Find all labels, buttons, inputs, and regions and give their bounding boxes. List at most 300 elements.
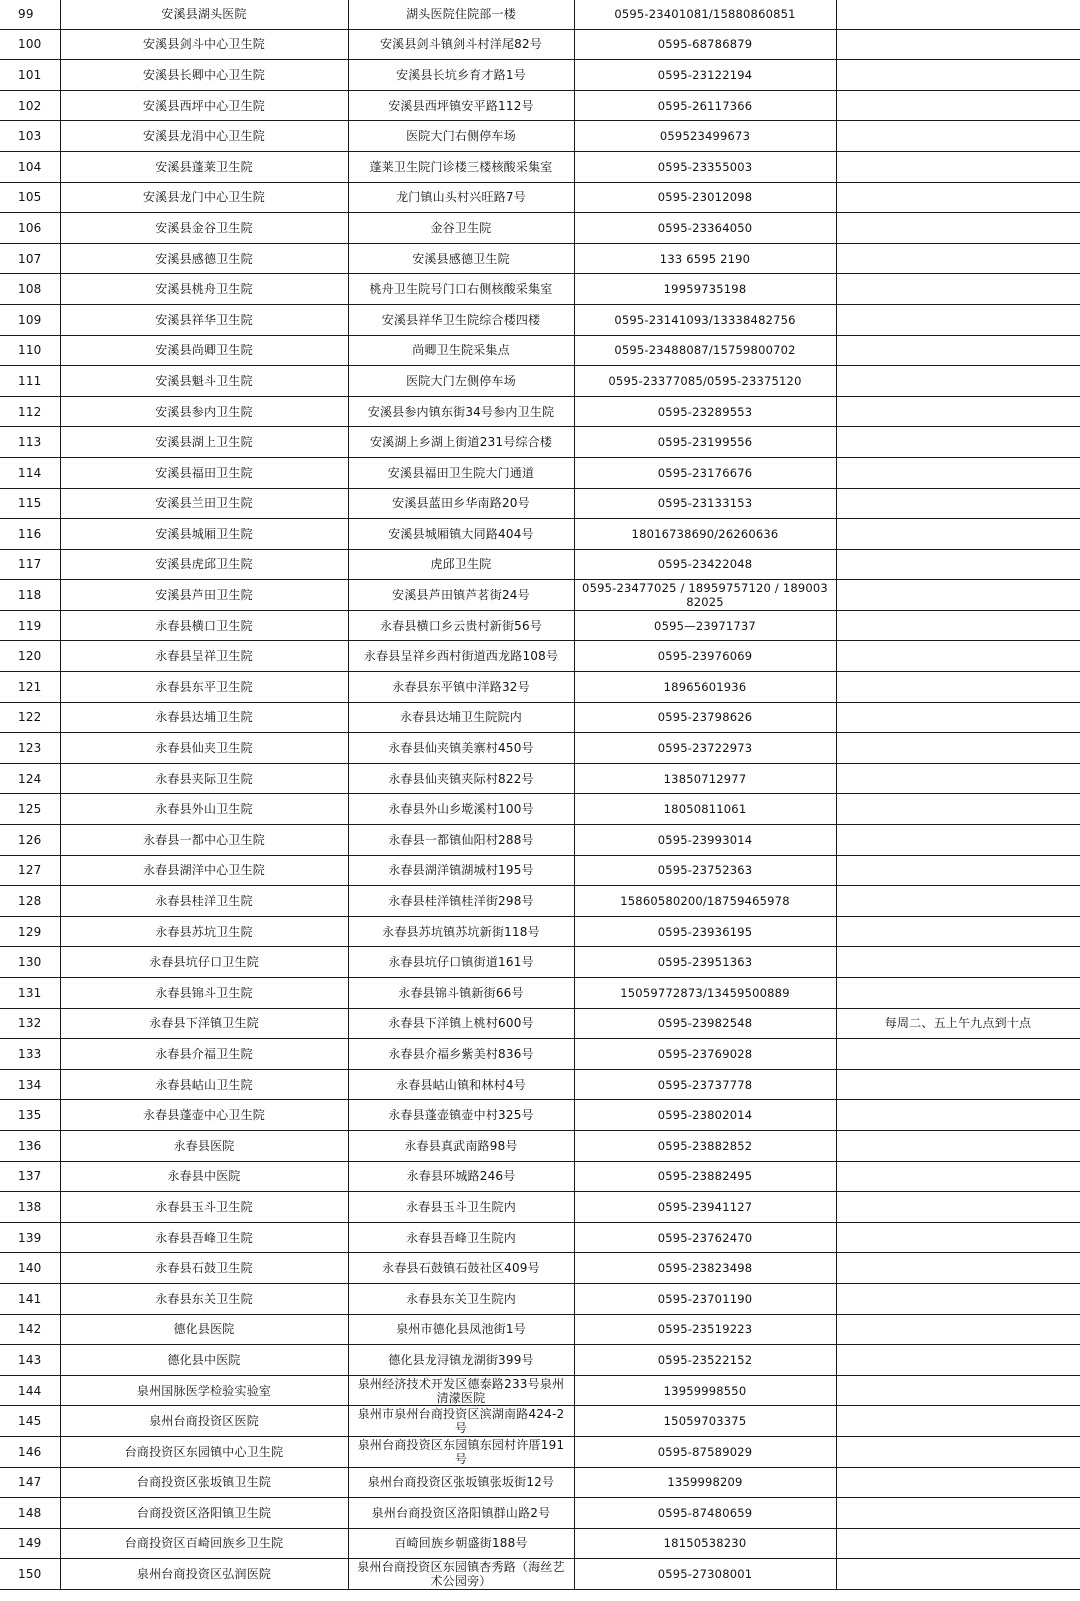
contact-phone-cell: 0595-23522152 — [574, 1345, 836, 1376]
remark-cell — [836, 1498, 1080, 1529]
remark-cell — [836, 457, 1080, 488]
row-number-cell: 108 — [0, 274, 60, 305]
institution-name-cell: 永春县一都中心卫生院 — [60, 825, 348, 856]
table-row — [0, 763, 1080, 794]
row-number-cell: 119 — [0, 610, 60, 641]
table-row — [0, 1467, 1080, 1498]
remark-cell — [836, 672, 1080, 703]
sampling-address-cell: 泉州市德化县凤池街1号 — [348, 1314, 574, 1345]
contact-phone-cell: 0595-23122194 — [574, 60, 836, 91]
remark-cell: 每周二、五上午九点到十点 — [836, 1008, 1080, 1039]
remark-cell — [836, 0, 1080, 29]
sampling-address-cell: 泉州台商投资区洛阳镇群山路2号 — [348, 1498, 574, 1529]
remark-cell — [836, 29, 1080, 60]
sampling-address-cell: 虎邱卫生院 — [348, 549, 574, 580]
contact-phone-cell: 0595-23823498 — [574, 1253, 836, 1284]
remark-cell — [836, 304, 1080, 335]
sampling-address-cell: 百崎回族乡朝盛街188号 — [348, 1528, 574, 1559]
table-row — [0, 855, 1080, 886]
institution-name-cell: 永春县达埔卫生院 — [60, 702, 348, 733]
row-number-cell: 113 — [0, 427, 60, 458]
institution-name-cell: 台商投资区百崎回族乡卫生院 — [60, 1528, 348, 1559]
contact-phone-cell: 18016738690/26260636 — [574, 519, 836, 550]
contact-phone-cell: 18150538230 — [574, 1528, 836, 1559]
row-number-cell: 121 — [0, 672, 60, 703]
sampling-address-cell: 安溪湖上乡湖上街道231号综合楼 — [348, 427, 574, 458]
contact-phone-cell: 0595-27308001 — [574, 1559, 836, 1590]
remark-cell — [836, 274, 1080, 305]
remark-cell — [836, 1345, 1080, 1376]
remark-cell — [836, 519, 1080, 550]
remark-cell — [836, 1039, 1080, 1070]
remark-cell — [836, 702, 1080, 733]
remark-cell — [836, 549, 1080, 580]
sampling-address-cell: 安溪县剑斗镇剑斗村洋尾82号 — [348, 29, 574, 60]
row-number-cell: 141 — [0, 1283, 60, 1314]
sampling-address-cell: 永春县介福乡紫美村836号 — [348, 1039, 574, 1070]
sampling-address-cell: 永春县岵山镇和林村4号 — [348, 1069, 574, 1100]
contact-phone-cell: 0595-23769028 — [574, 1039, 836, 1070]
contact-phone-cell: 0595-87480659 — [574, 1498, 836, 1529]
table-row — [0, 733, 1080, 764]
remark-cell — [836, 1069, 1080, 1100]
table-row — [0, 825, 1080, 856]
institution-name-cell: 永春县桂洋卫生院 — [60, 886, 348, 917]
contact-phone-cell: 133 6595 2190 — [574, 243, 836, 274]
institution-name-cell: 永春县横口卫生院 — [60, 610, 348, 641]
remark-cell — [836, 1192, 1080, 1223]
sampling-address-cell: 永春县仙夹镇美寨村450号 — [348, 733, 574, 764]
sampling-address-cell: 永春县下洋镇上桃村600号 — [348, 1008, 574, 1039]
institution-name-cell: 泉州国脉医学检验实验室 — [60, 1375, 348, 1406]
table-row — [0, 488, 1080, 519]
sampling-address-cell: 永春县一都镇仙阳村288号 — [348, 825, 574, 856]
row-number-cell: 109 — [0, 304, 60, 335]
remark-cell — [836, 916, 1080, 947]
row-number-cell: 139 — [0, 1222, 60, 1253]
table-row — [0, 427, 1080, 458]
sampling-address-cell: 永春县苏坑镇苏坑新街118号 — [348, 916, 574, 947]
table-row — [0, 1222, 1080, 1253]
contact-phone-cell: 0595-23176676 — [574, 457, 836, 488]
remark-cell — [836, 90, 1080, 121]
table-row — [0, 0, 1080, 29]
remark-cell — [836, 1559, 1080, 1590]
row-number-cell: 142 — [0, 1314, 60, 1345]
row-number-cell: 105 — [0, 182, 60, 213]
contact-phone-cell: 0595-23377085/0595-23375120 — [574, 366, 836, 397]
contact-phone-cell: 1359998209 — [574, 1467, 836, 1498]
institution-name-cell: 永春县下洋镇卫生院 — [60, 1008, 348, 1039]
row-number-cell: 114 — [0, 457, 60, 488]
row-number-cell: 133 — [0, 1039, 60, 1070]
sampling-address-cell: 金谷卫生院 — [348, 213, 574, 244]
remark-cell — [836, 427, 1080, 458]
institution-name-cell: 安溪县感德卫生院 — [60, 243, 348, 274]
remark-cell — [836, 366, 1080, 397]
remark-cell — [836, 213, 1080, 244]
contact-phone-cell: 0595-23993014 — [574, 825, 836, 856]
institution-name-cell: 安溪县虎邱卫生院 — [60, 549, 348, 580]
institution-name-cell: 永春县仙夹卫生院 — [60, 733, 348, 764]
row-number-cell: 106 — [0, 213, 60, 244]
table-row — [0, 1345, 1080, 1376]
sampling-address-cell: 德化县龙浔镇龙湖街399号 — [348, 1345, 574, 1376]
institution-name-cell: 安溪县福田卫生院 — [60, 457, 348, 488]
row-number-cell: 125 — [0, 794, 60, 825]
sampling-address-cell: 安溪县感德卫生院 — [348, 243, 574, 274]
institution-name-cell: 安溪县湖头医院 — [60, 0, 348, 29]
institution-name-cell: 安溪县西坪中心卫生院 — [60, 90, 348, 121]
sampling-address-cell: 安溪县长坑乡育才路1号 — [348, 60, 574, 91]
sampling-address-cell: 永春县桂洋镇桂洋街298号 — [348, 886, 574, 917]
contact-phone-cell: 0595-87589029 — [574, 1436, 836, 1467]
contact-phone-cell: 0595-23488087/15759800702 — [574, 335, 836, 366]
sampling-address-cell: 泉州台商投资区东园镇东园村许厝191号 — [348, 1436, 574, 1467]
contact-phone-cell: 0595-23941127 — [574, 1192, 836, 1223]
remark-cell — [836, 825, 1080, 856]
institution-name-cell: 台商投资区张坂镇卫生院 — [60, 1467, 348, 1498]
institution-name-cell: 永春县东平卫生院 — [60, 672, 348, 703]
table-row — [0, 610, 1080, 641]
table-row — [0, 549, 1080, 580]
institution-name-cell: 永春县吾峰卫生院 — [60, 1222, 348, 1253]
sampling-address-cell: 医院大门左侧停车场 — [348, 366, 574, 397]
institution-name-cell: 安溪县魁斗卫生院 — [60, 366, 348, 397]
institution-name-cell: 永春县呈祥卫生院 — [60, 641, 348, 672]
row-number-cell: 102 — [0, 90, 60, 121]
sampling-address-cell: 永春县石鼓镇石鼓社区409号 — [348, 1253, 574, 1284]
institution-name-cell: 德化县中医院 — [60, 1345, 348, 1376]
institution-name-cell: 安溪县兰田卫生院 — [60, 488, 348, 519]
table-row — [0, 151, 1080, 182]
contact-phone-cell: 15860580200/18759465978 — [574, 886, 836, 917]
contact-phone-cell: 0595-23737778 — [574, 1069, 836, 1100]
institution-name-cell: 永春县湖洋中心卫生院 — [60, 855, 348, 886]
institution-name-cell: 安溪县芦田卫生院 — [60, 580, 348, 611]
remark-cell — [836, 151, 1080, 182]
table-row — [0, 641, 1080, 672]
institution-name-cell: 台商投资区洛阳镇卫生院 — [60, 1498, 348, 1529]
sampling-address-cell: 永春县仙夹镇夹际村822号 — [348, 763, 574, 794]
row-number-cell: 137 — [0, 1161, 60, 1192]
remark-cell — [836, 1314, 1080, 1345]
table-row — [0, 304, 1080, 335]
table-row — [0, 1436, 1080, 1467]
sampling-address-cell: 永春县东关卫生院内 — [348, 1283, 574, 1314]
contact-phone-cell: 0595-23012098 — [574, 182, 836, 213]
row-number-cell: 131 — [0, 978, 60, 1009]
table-row — [0, 335, 1080, 366]
institution-name-cell: 永春县锦斗卫生院 — [60, 978, 348, 1009]
sampling-address-cell: 安溪县芦田镇芦茗街24号 — [348, 580, 574, 611]
sampling-address-cell: 永春县蓬壶镇壶中村325号 — [348, 1100, 574, 1131]
institution-name-cell: 安溪县蓬莱卫生院 — [60, 151, 348, 182]
row-number-cell: 118 — [0, 580, 60, 611]
contact-phone-cell: 0595-23701190 — [574, 1283, 836, 1314]
contact-phone-cell: 0595-23882852 — [574, 1130, 836, 1161]
row-number-cell: 150 — [0, 1559, 60, 1590]
contact-phone-cell: 0595-23355003 — [574, 151, 836, 182]
row-number-cell: 146 — [0, 1436, 60, 1467]
table-row — [0, 1069, 1080, 1100]
sampling-address-cell: 永春县呈祥乡西村街道西龙路108号 — [348, 641, 574, 672]
contact-phone-cell: 0595-23364050 — [574, 213, 836, 244]
table-row — [0, 213, 1080, 244]
sampling-address-cell: 永春县锦斗镇新街66号 — [348, 978, 574, 1009]
institution-name-cell: 永春县蓬壶中心卫生院 — [60, 1100, 348, 1131]
row-number-cell: 149 — [0, 1528, 60, 1559]
table-row — [0, 1192, 1080, 1223]
remark-cell — [836, 1253, 1080, 1284]
sampling-address-cell: 永春县环城路246号 — [348, 1161, 574, 1192]
institution-name-cell: 安溪县长卿中心卫生院 — [60, 60, 348, 91]
contact-phone-cell: 0595-23976069 — [574, 641, 836, 672]
institution-name-cell: 安溪县龙涓中心卫生院 — [60, 121, 348, 152]
institution-name-cell: 永春县石鼓卫生院 — [60, 1253, 348, 1284]
row-number-cell: 135 — [0, 1100, 60, 1131]
row-number-cell: 117 — [0, 549, 60, 580]
contact-phone-cell: 0595-23141093/13338482756 — [574, 304, 836, 335]
contact-phone-cell: 0595-23133153 — [574, 488, 836, 519]
table-row — [0, 580, 1080, 611]
institution-name-cell: 安溪县祥华卫生院 — [60, 304, 348, 335]
contact-phone-cell: 0595-23762470 — [574, 1222, 836, 1253]
remark-cell — [836, 978, 1080, 1009]
table-row — [0, 1100, 1080, 1131]
institution-name-cell: 安溪县桃舟卫生院 — [60, 274, 348, 305]
remark-cell — [836, 243, 1080, 274]
row-number-cell: 115 — [0, 488, 60, 519]
table-row — [0, 1008, 1080, 1039]
row-number-cell: 144 — [0, 1375, 60, 1406]
table-row — [0, 1498, 1080, 1529]
sampling-address-cell: 永春县吾峰卫生院内 — [348, 1222, 574, 1253]
row-number-cell: 120 — [0, 641, 60, 672]
sampling-address-cell: 永春县达埔卫生院院内 — [348, 702, 574, 733]
institution-name-cell: 安溪县尚卿卫生院 — [60, 335, 348, 366]
row-number-cell: 99 — [0, 0, 60, 29]
row-number-cell: 143 — [0, 1345, 60, 1376]
remark-cell — [836, 488, 1080, 519]
sampling-address-cell: 湖头医院住院部一楼 — [348, 0, 574, 29]
institution-name-cell: 德化县医院 — [60, 1314, 348, 1345]
table-row — [0, 182, 1080, 213]
contact-phone-cell: 0595-23936195 — [574, 916, 836, 947]
sampling-address-cell: 安溪县祥华卫生院综合楼四楼 — [348, 304, 574, 335]
contact-phone-cell: 0595-23519223 — [574, 1314, 836, 1345]
institution-name-cell: 安溪县金谷卫生院 — [60, 213, 348, 244]
contact-phone-cell: 0595-23752363 — [574, 855, 836, 886]
institution-name-cell: 永春县坑仔口卫生院 — [60, 947, 348, 978]
sampling-address-cell: 永春县玉斗卫生院内 — [348, 1192, 574, 1223]
row-number-cell: 129 — [0, 916, 60, 947]
institution-name-cell: 泉州台商投资区医院 — [60, 1406, 348, 1437]
contact-phone-cell: 15059772873/13459500889 — [574, 978, 836, 1009]
row-number-cell: 111 — [0, 366, 60, 397]
institution-name-cell: 永春县介福卫生院 — [60, 1039, 348, 1070]
table-row — [0, 90, 1080, 121]
row-number-cell: 110 — [0, 335, 60, 366]
row-number-cell: 128 — [0, 886, 60, 917]
sampling-address-cell: 尚卿卫生院采集点 — [348, 335, 574, 366]
remark-cell — [836, 1222, 1080, 1253]
table-row — [0, 1253, 1080, 1284]
contact-phone-cell: 15059703375 — [574, 1406, 836, 1437]
remark-cell — [836, 733, 1080, 764]
row-number-cell: 127 — [0, 855, 60, 886]
contact-phone-cell: 13850712977 — [574, 763, 836, 794]
table-row — [0, 1406, 1080, 1437]
sampling-address-cell: 永春县东平镇中洋路32号 — [348, 672, 574, 703]
table-row — [0, 978, 1080, 1009]
contact-phone-cell: 0595-23401081/15880860851 — [574, 0, 836, 29]
row-number-cell: 145 — [0, 1406, 60, 1437]
sampling-address-cell: 安溪县城厢镇大同路404号 — [348, 519, 574, 550]
table-row — [0, 366, 1080, 397]
remark-cell — [836, 1467, 1080, 1498]
sampling-address-cell: 泉州台商投资区东园镇杏秀路（海丝艺术公园旁） — [348, 1559, 574, 1590]
table-row — [0, 60, 1080, 91]
remark-cell — [836, 763, 1080, 794]
remark-cell — [836, 580, 1080, 611]
remark-cell — [836, 1406, 1080, 1437]
sampling-address-cell: 安溪县西坪镇安平路112号 — [348, 90, 574, 121]
contact-phone-cell: 0595-23722973 — [574, 733, 836, 764]
contact-phone-cell: 0595-23798626 — [574, 702, 836, 733]
sampling-address-cell: 龙门镇山头村兴旺路7号 — [348, 182, 574, 213]
row-number-cell: 107 — [0, 243, 60, 274]
sampling-address-cell: 永春县真武南路98号 — [348, 1130, 574, 1161]
remark-cell — [836, 947, 1080, 978]
sampling-address-cell: 永春县坑仔口镇街道161号 — [348, 947, 574, 978]
table-row — [0, 1528, 1080, 1559]
table-row — [0, 672, 1080, 703]
table-row — [0, 1314, 1080, 1345]
institution-name-cell: 永春县中医院 — [60, 1161, 348, 1192]
institution-name-cell: 永春县外山卫生院 — [60, 794, 348, 825]
remark-cell — [836, 1130, 1080, 1161]
table-row — [0, 794, 1080, 825]
table-row — [0, 1283, 1080, 1314]
contact-phone-cell: 0595-23477025 / 18959757120 / 18900382025 — [574, 580, 836, 611]
row-number-cell: 126 — [0, 825, 60, 856]
table-row — [0, 274, 1080, 305]
row-number-cell: 116 — [0, 519, 60, 550]
table-row — [0, 1130, 1080, 1161]
contact-phone-cell: 0595-26117366 — [574, 90, 836, 121]
institution-name-cell: 永春县岵山卫生院 — [60, 1069, 348, 1100]
row-number-cell: 100 — [0, 29, 60, 60]
contact-phone-cell: 059523499673 — [574, 121, 836, 152]
contact-phone-cell: 0595-68786879 — [574, 29, 836, 60]
contact-phone-cell: 0595—23971737 — [574, 610, 836, 641]
table-row — [0, 243, 1080, 274]
institution-name-cell: 安溪县城厢卫生院 — [60, 519, 348, 550]
sampling-address-cell: 永春县外山乡墘溪村100号 — [348, 794, 574, 825]
contact-phone-cell: 0595-23289553 — [574, 396, 836, 427]
row-number-cell: 140 — [0, 1253, 60, 1284]
institution-name-cell: 安溪县湖上卫生院 — [60, 427, 348, 458]
sampling-address-cell: 安溪县福田卫生院大门通道 — [348, 457, 574, 488]
institution-name-cell: 永春县医院 — [60, 1130, 348, 1161]
sampling-address-cell: 永春县湖洋镇湖城村195号 — [348, 855, 574, 886]
table-row — [0, 519, 1080, 550]
institution-name-cell: 安溪县龙门中心卫生院 — [60, 182, 348, 213]
row-number-cell: 148 — [0, 1498, 60, 1529]
table-row — [0, 29, 1080, 60]
sampling-address-cell: 医院大门右侧停车场 — [348, 121, 574, 152]
table-row — [0, 121, 1080, 152]
sampling-address-cell: 安溪县参内镇东街34号参内卫生院 — [348, 396, 574, 427]
row-number-cell: 124 — [0, 763, 60, 794]
row-number-cell: 134 — [0, 1069, 60, 1100]
row-number-cell: 136 — [0, 1130, 60, 1161]
contact-phone-cell: 18050811061 — [574, 794, 836, 825]
remark-cell — [836, 335, 1080, 366]
contact-phone-cell: 18965601936 — [574, 672, 836, 703]
table-row — [0, 396, 1080, 427]
table-row — [0, 947, 1080, 978]
remark-cell — [836, 794, 1080, 825]
institution-name-cell: 永春县苏坑卫生院 — [60, 916, 348, 947]
sampling-address-cell: 蓬莱卫生院门诊楼三楼核酸采集室 — [348, 151, 574, 182]
contact-phone-cell: 0595-23982548 — [574, 1008, 836, 1039]
sampling-address-cell: 永春县横口乡云贵村新街56号 — [348, 610, 574, 641]
remark-cell — [836, 1528, 1080, 1559]
row-number-cell: 130 — [0, 947, 60, 978]
table-row — [0, 886, 1080, 917]
table-row — [0, 1375, 1080, 1406]
institution-name-cell: 台商投资区东园镇中心卫生院 — [60, 1436, 348, 1467]
row-number-cell: 147 — [0, 1467, 60, 1498]
row-number-cell: 103 — [0, 121, 60, 152]
remark-cell — [836, 1283, 1080, 1314]
remark-cell — [836, 60, 1080, 91]
sampling-address-cell: 桃舟卫生院号门口右侧核酸采集室 — [348, 274, 574, 305]
row-number-cell: 138 — [0, 1192, 60, 1223]
institution-name-cell: 安溪县参内卫生院 — [60, 396, 348, 427]
contact-phone-cell: 19959735198 — [574, 274, 836, 305]
remark-cell — [836, 610, 1080, 641]
row-number-cell: 123 — [0, 733, 60, 764]
contact-phone-cell: 13959998550 — [574, 1375, 836, 1406]
sampling-address-cell: 泉州市泉州台商投资区滨湖南路424-2号 — [348, 1406, 574, 1437]
table-row — [0, 916, 1080, 947]
institution-name-cell: 泉州台商投资区弘润医院 — [60, 1559, 348, 1590]
table-row — [0, 1559, 1080, 1590]
row-number-cell: 101 — [0, 60, 60, 91]
remark-cell — [836, 886, 1080, 917]
remark-cell — [836, 1161, 1080, 1192]
contact-phone-cell: 0595-23882495 — [574, 1161, 836, 1192]
table-row — [0, 457, 1080, 488]
institution-name-cell: 永春县玉斗卫生院 — [60, 1192, 348, 1223]
institution-name-cell: 永春县东关卫生院 — [60, 1283, 348, 1314]
remark-cell — [836, 641, 1080, 672]
row-number-cell: 112 — [0, 396, 60, 427]
remark-cell — [836, 1436, 1080, 1467]
remark-cell — [836, 1100, 1080, 1131]
remark-cell — [836, 1375, 1080, 1406]
remark-cell — [836, 855, 1080, 886]
contact-phone-cell: 0595-23422048 — [574, 549, 836, 580]
contact-phone-cell: 0595-23199556 — [574, 427, 836, 458]
remark-cell — [836, 182, 1080, 213]
table-row — [0, 1039, 1080, 1070]
row-number-cell: 122 — [0, 702, 60, 733]
table-row — [0, 1161, 1080, 1192]
